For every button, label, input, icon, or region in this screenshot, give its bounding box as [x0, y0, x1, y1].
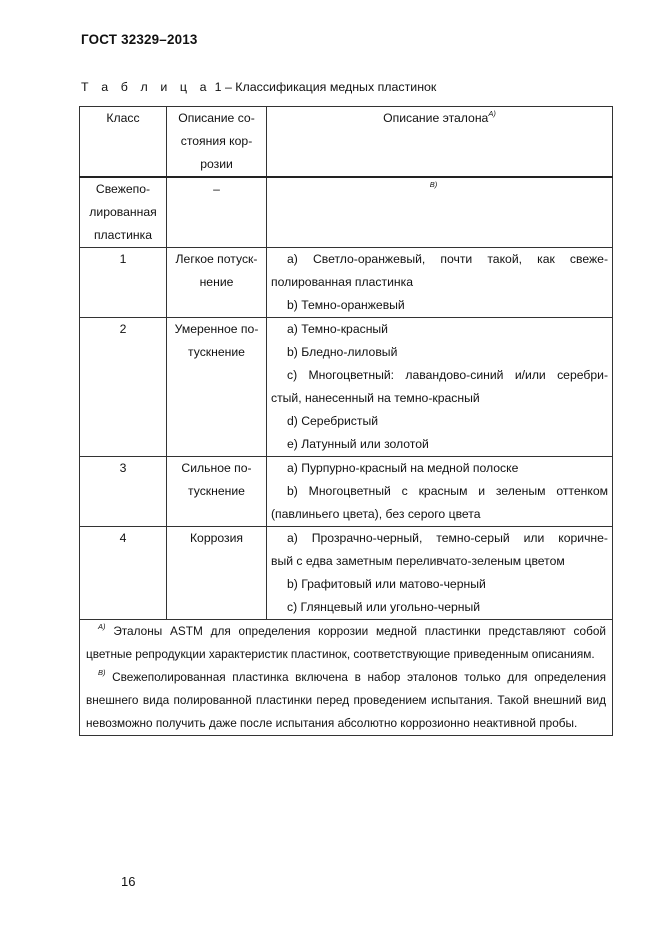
standard-item: e) Латунный или золотой — [287, 437, 429, 451]
header-class: Класс — [80, 107, 167, 178]
standard-description-cell — [267, 318, 613, 457]
standard-description-cell — [267, 248, 613, 318]
standard-item-continuation: вый с едва заметным переливчато-зеленым цветом — [271, 554, 565, 568]
table-notes — [80, 620, 613, 736]
table-row — [80, 457, 613, 527]
standard-item: b) Темно-оранжевый — [287, 298, 405, 312]
footnote-mark: A) — [488, 109, 496, 118]
standard-description-cell — [267, 527, 613, 620]
table-header-row — [80, 107, 613, 178]
header-corrosion-description: Описание со- стояния кор- розии — [167, 107, 267, 178]
caption-title: – Классификация медных пластинок — [224, 80, 437, 94]
footnote-text: Свежеполированная пластинка включена в набор эталонов только для определения внешнего вида полированной пластинки перед проведением испытания. Такой внешний вид невозможно получить даже после испытания абсолютно коррозионно неактивной пробы. — [86, 670, 606, 730]
standard-item-continuation: (павлиньего цвета), без серого цвета — [271, 507, 481, 521]
class-cell — [80, 248, 167, 318]
standard-item: b) Многоцветный с красным и зеленым оттенком — [287, 484, 608, 498]
standard-description-cell — [267, 457, 613, 527]
standard-item: b) Бледно-лиловый — [287, 345, 398, 359]
table-row — [80, 248, 613, 318]
standard-item: b) Графитовый или матово-черный — [287, 577, 486, 591]
class-text: 1 — [119, 252, 127, 266]
page-number: 16 — [121, 874, 136, 889]
footnote-mark: B) — [98, 668, 106, 677]
class-text: Свежепо- — [95, 182, 151, 196]
standard-item: c) Глянцевый или угольно-черный — [287, 600, 481, 614]
class-text: 4 — [119, 531, 127, 545]
standard-item-continuation: полированная пластинка — [271, 275, 414, 289]
corrosion-description-cell — [167, 318, 267, 457]
corrosion-description-text: тускнение — [188, 345, 245, 359]
standard-description-cell — [267, 177, 613, 248]
corrosion-description-cell — [167, 177, 267, 248]
corrosion-description-text: нение — [199, 275, 234, 289]
standard-item-continuation: стый, нанесенный на темно-красный — [271, 391, 480, 405]
corrosion-description-text: Сильное по- — [181, 461, 252, 475]
table-row — [80, 527, 613, 620]
document-code: ГОСТ 32329–2013 — [81, 32, 198, 47]
class-cell — [80, 318, 167, 457]
corrosion-description-cell — [167, 457, 267, 527]
standard-item: a) Прозрачно-черный, темно-серый или коричне- — [287, 531, 608, 545]
classification-table — [79, 106, 613, 736]
table-row — [80, 318, 613, 457]
caption-number: 1 — [214, 80, 222, 94]
standard-item: a) Светло-оранжевый, почти такой, как свеже- — [287, 252, 608, 266]
corrosion-description-text: Легкое потуск- — [175, 252, 258, 266]
standard-item: d) Серебристый — [287, 414, 379, 428]
class-text: лированная — [89, 205, 157, 219]
corrosion-description-text: – — [213, 182, 220, 196]
class-cell — [80, 527, 167, 620]
class-text: 3 — [119, 461, 127, 475]
class-cell — [80, 457, 167, 527]
corrosion-description-cell — [167, 527, 267, 620]
table-notes-row — [80, 620, 613, 736]
footnote-mark: A) — [98, 622, 106, 631]
footnote-text: Эталоны ASTM для определения коррозии медной пластинки представляют собой цветные репродукции характеристик пластинок, соответствующие приведенным описаниям. — [86, 624, 606, 661]
standard-item: c) Многоцветный: лавандово-синий и/или серебри- — [287, 368, 608, 382]
standard-item: a) Пурпурно-красный на медной полоске — [287, 461, 519, 475]
header-standard-description: Описание эталона$^{A)}$ — [267, 107, 613, 178]
corrosion-description-text: Коррозия — [189, 531, 244, 545]
class-cell — [80, 177, 167, 248]
corrosion-description-text: Умеренное по- — [174, 322, 259, 336]
class-text: пластинка — [93, 228, 153, 242]
table-caption — [81, 80, 436, 94]
corrosion-description-cell — [167, 248, 267, 318]
caption-label: Т а б л и ц а — [81, 80, 212, 94]
corrosion-description-text: тускнение — [188, 484, 245, 498]
table-footnote — [86, 620, 606, 666]
table-row — [80, 177, 613, 248]
class-text: 2 — [119, 322, 127, 336]
footnote-mark: B) — [429, 180, 438, 189]
standard-item: a) Темно-красный — [287, 322, 388, 336]
table-footnote — [86, 666, 606, 735]
